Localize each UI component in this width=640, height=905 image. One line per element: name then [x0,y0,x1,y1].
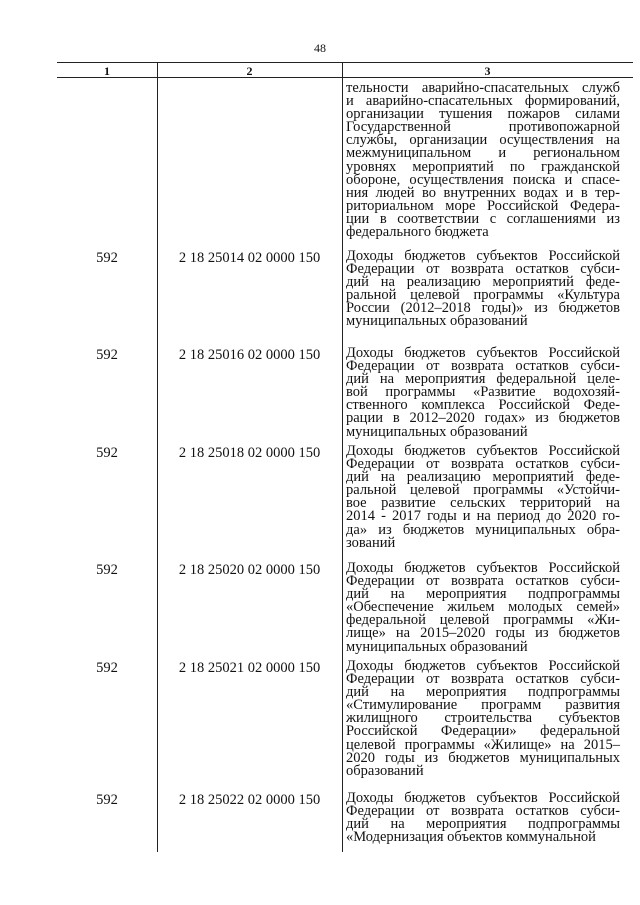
description-line: Доходы бюджетов субъектов Российской [346,658,620,674]
description-line: федерального бюджета [346,224,489,241]
description-line: рации в 2012–2020 годах» из бюджетов [346,410,620,427]
description-line: Доходы бюджетов субъектов Российской [346,443,620,459]
description-line: вой программы «Развитие водохозяй- [346,384,620,401]
description-line: тельности аварийно-спасательных служб [346,80,620,96]
description-line: да» из бюджетов муниципальных обра- [346,521,620,538]
description-line: муниципальных образований [346,313,528,330]
table-top-border [57,62,633,63]
description-line: дий на мероприятия подпрограммы [346,816,620,833]
admin-code-cell: 592 [96,347,118,363]
description-line: Федерации от возврата остатков субси- [346,261,620,278]
description-line: муниципальных образований [346,638,528,655]
description-line: Федерации от возврата остатков субси- [346,803,620,820]
budget-code-cell: 2 18 25018 02 0000 150 [178,445,321,461]
description-line: Федерации от возврата остатков субси- [346,671,620,688]
column-divider-2 [342,62,343,852]
description-line: риториальном море Российской Федера- [346,197,620,214]
budget-code-cell: 2 18 25020 02 0000 150 [178,562,321,578]
description-line: 2014 - 2017 годы и на период до 2020 го- [346,508,620,525]
description-line: Доходы бюджетов субъектов Российской [346,560,620,576]
description-line: образований [346,762,424,779]
admin-code-cell: 592 [96,445,118,461]
description-line: дий на реализацию мероприятий феде- [346,469,620,486]
description-line: «Стимулирование программ развития [346,697,620,714]
description-line: муниципальных образований [346,423,528,440]
description-line: уровнях мероприятий по гражданской [346,158,620,175]
column-header-1: 1 [104,64,110,78]
budget-codes-table [57,62,633,852]
column-header-3: 3 [484,64,491,78]
description-line: «Модернизация объектов коммунальной [346,829,596,846]
admin-code-cell: 592 [96,792,118,808]
description-line: дий на мероприятия федеральной целе- [346,371,620,388]
description-line: дий на мероприятия подпрограммы [346,586,620,603]
admin-code-cell: 592 [96,562,118,578]
description-line: службы, организации осуществления на [346,132,620,149]
description-line: целевой программы «Жилище» на 2015– [346,736,620,753]
description-line: ральной целевой программы «Культура [346,287,620,304]
description-line: Доходы бюджетов субъектов Российской [346,248,620,264]
admin-code-cell: 592 [96,660,118,676]
description-line: Федерации от возврата остатков субси- [346,456,620,473]
description-line: дий на мероприятия подпрограммы [346,684,620,701]
description-line: межмуниципальном и региональном [346,145,620,162]
description-line: Федерации от возврата остатков субси- [346,573,620,590]
description-line: лище» на 2015–2020 годы из бюджетов [346,625,620,642]
description-line: федеральной целевой программы «Жи- [346,612,620,629]
description-line: жилищного строительства субъектов [346,710,620,727]
description-line: и аварийно-спасательных формирований, [346,93,620,110]
description-cell [346,660,620,778]
description-line: Российской Федерации» федеральной [346,723,620,740]
description-line: 2020 годы из бюджетов муниципальных [346,749,620,766]
description-line: ральной целевой программы «Устойчи- [346,482,620,499]
description-line: Доходы бюджетов субъектов Российской [346,345,620,361]
description-line: ния людей во внутренних водах и в тер- [346,184,620,201]
budget-code-cell: 2 18 25016 02 0000 150 [178,347,321,363]
description-line: зований [346,534,396,551]
description-line: обороне, осуществления поиска и спасе- [346,171,620,188]
column-header-2: 2 [246,64,253,78]
description-line: Доходы бюджетов субъектов Российской [346,790,620,806]
description-line: вое развитие сельских территорий на [346,495,620,512]
description-line: Федерации от возврата остатков субси- [346,358,620,375]
budget-code-cell: 2 18 25022 02 0000 150 [178,792,321,808]
description-line: организации тушения пожаров силами [346,106,620,123]
description-line: России (2012–2018 годы)» из бюджетов [346,300,620,317]
budget-code-cell: 2 18 25014 02 0000 150 [178,250,321,266]
description-cell [346,82,620,239]
description-cell [346,445,620,550]
description-line: ции в соответствии с соглашениями из [346,210,620,227]
description-line: «Обеспечение жильем молодых семей» [346,599,620,616]
budget-code-cell: 2 18 25021 02 0000 150 [178,660,321,676]
page-number: 48 [314,41,326,55]
description-cell [346,792,620,844]
description-line: Государственной противопожарной [346,119,620,136]
description-cell [346,250,620,329]
description-cell [346,347,620,439]
description-line: дий на реализацию мероприятий феде- [346,274,620,291]
description-cell [346,562,620,654]
admin-code-cell: 592 [96,250,118,266]
description-line: ственного комплекса Российской Феде- [346,397,620,414]
